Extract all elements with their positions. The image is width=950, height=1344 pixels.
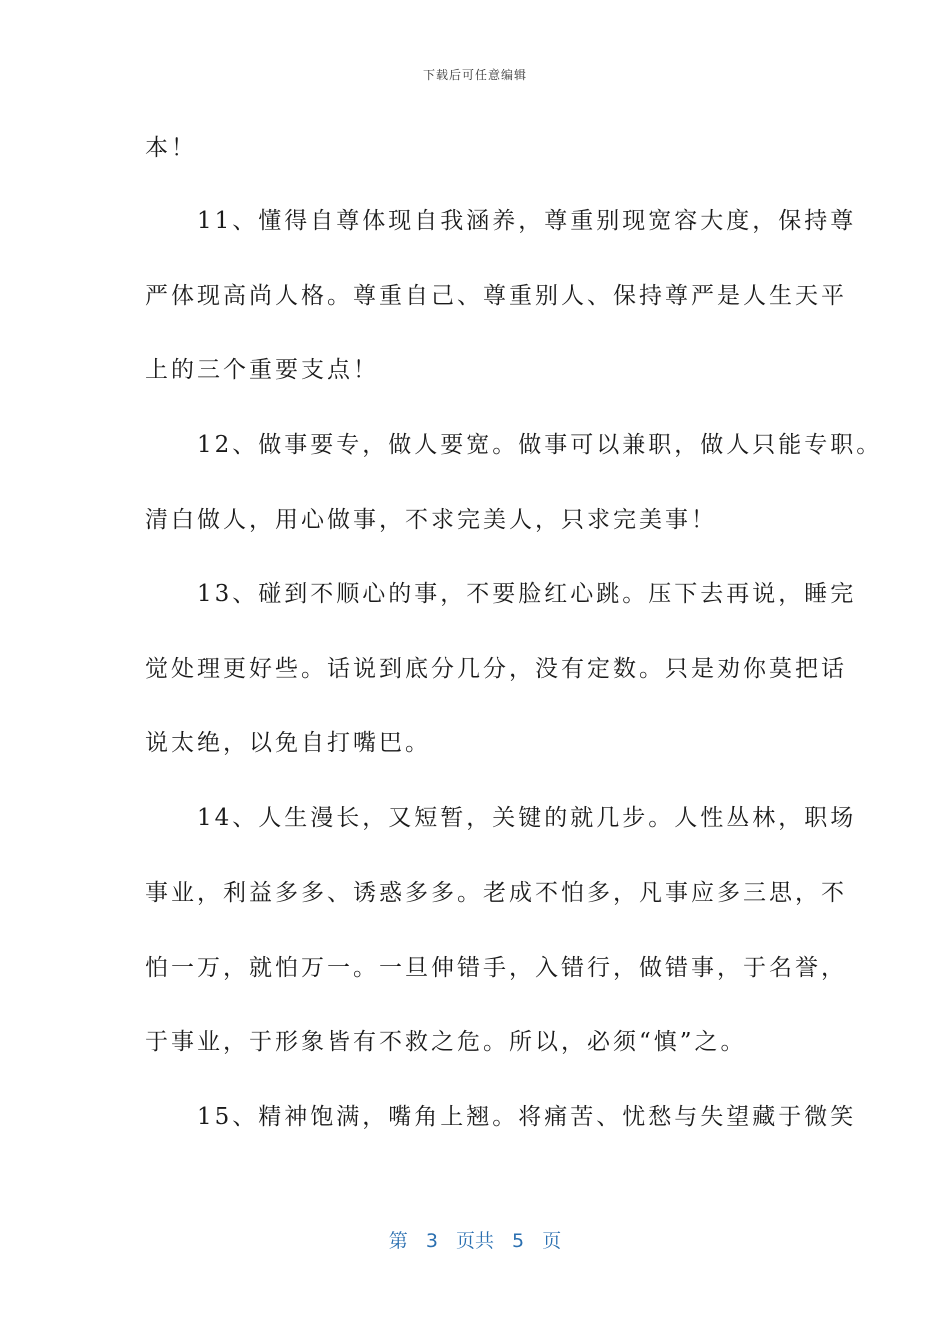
body-line: 清白做人，用心做事，不求完美人，只求完美事！ — [145, 507, 717, 533]
page-footer — [0, 1226, 950, 1253]
body-line: 12、做事要专，做人要宽。做事可以兼职，做人只能专职。 — [145, 432, 883, 458]
footer-total-pages: 5 — [512, 1230, 525, 1252]
body-line: 觉处理更好些。话说到底分几分，没有定数。只是劝你莫把话 — [145, 656, 847, 682]
body-line: 15、精神饱满，嘴角上翘。将痛苦、忧愁与失望藏于微笑 — [145, 1104, 857, 1130]
body-line: 说太绝，以免自打嘴巴。 — [145, 730, 431, 756]
body-line: 13、碰到不顺心的事，不要脸红心跳。压下去再说，睡完 — [145, 581, 857, 607]
body-line: 上的三个重要支点！ — [145, 357, 379, 383]
page-header: 下载后可任意编辑 — [422, 68, 527, 82]
body-line: 11、懂得自尊体现自我涵养，尊重别现宽容大度，保持尊 — [145, 208, 857, 234]
footer-current-page: 3 — [425, 1230, 438, 1252]
body-line: 14、人生漫长，又短暂，关键的就几步。人性丛林，职场 — [145, 805, 857, 831]
body-line: 怕一万，就怕万一。一旦伸错手，入错行，做错事，于名誉， — [145, 955, 847, 981]
footer-label-of: 页共 — [455, 1230, 494, 1252]
body-line: 事业，利益多多、诱惑多多。老成不怕多，凡事应多三思，不 — [145, 880, 847, 906]
body-line: 严体现高尚人格。尊重自己、尊重别人、保持尊严是人生天平 — [145, 283, 847, 309]
footer-label-page: 第 — [388, 1230, 408, 1252]
body-line: 本！ — [145, 135, 197, 161]
body-line: 于事业，于形象皆有不救之危。所以，必须“慎”之。 — [145, 1029, 747, 1055]
footer-label-end: 页 — [542, 1230, 562, 1252]
